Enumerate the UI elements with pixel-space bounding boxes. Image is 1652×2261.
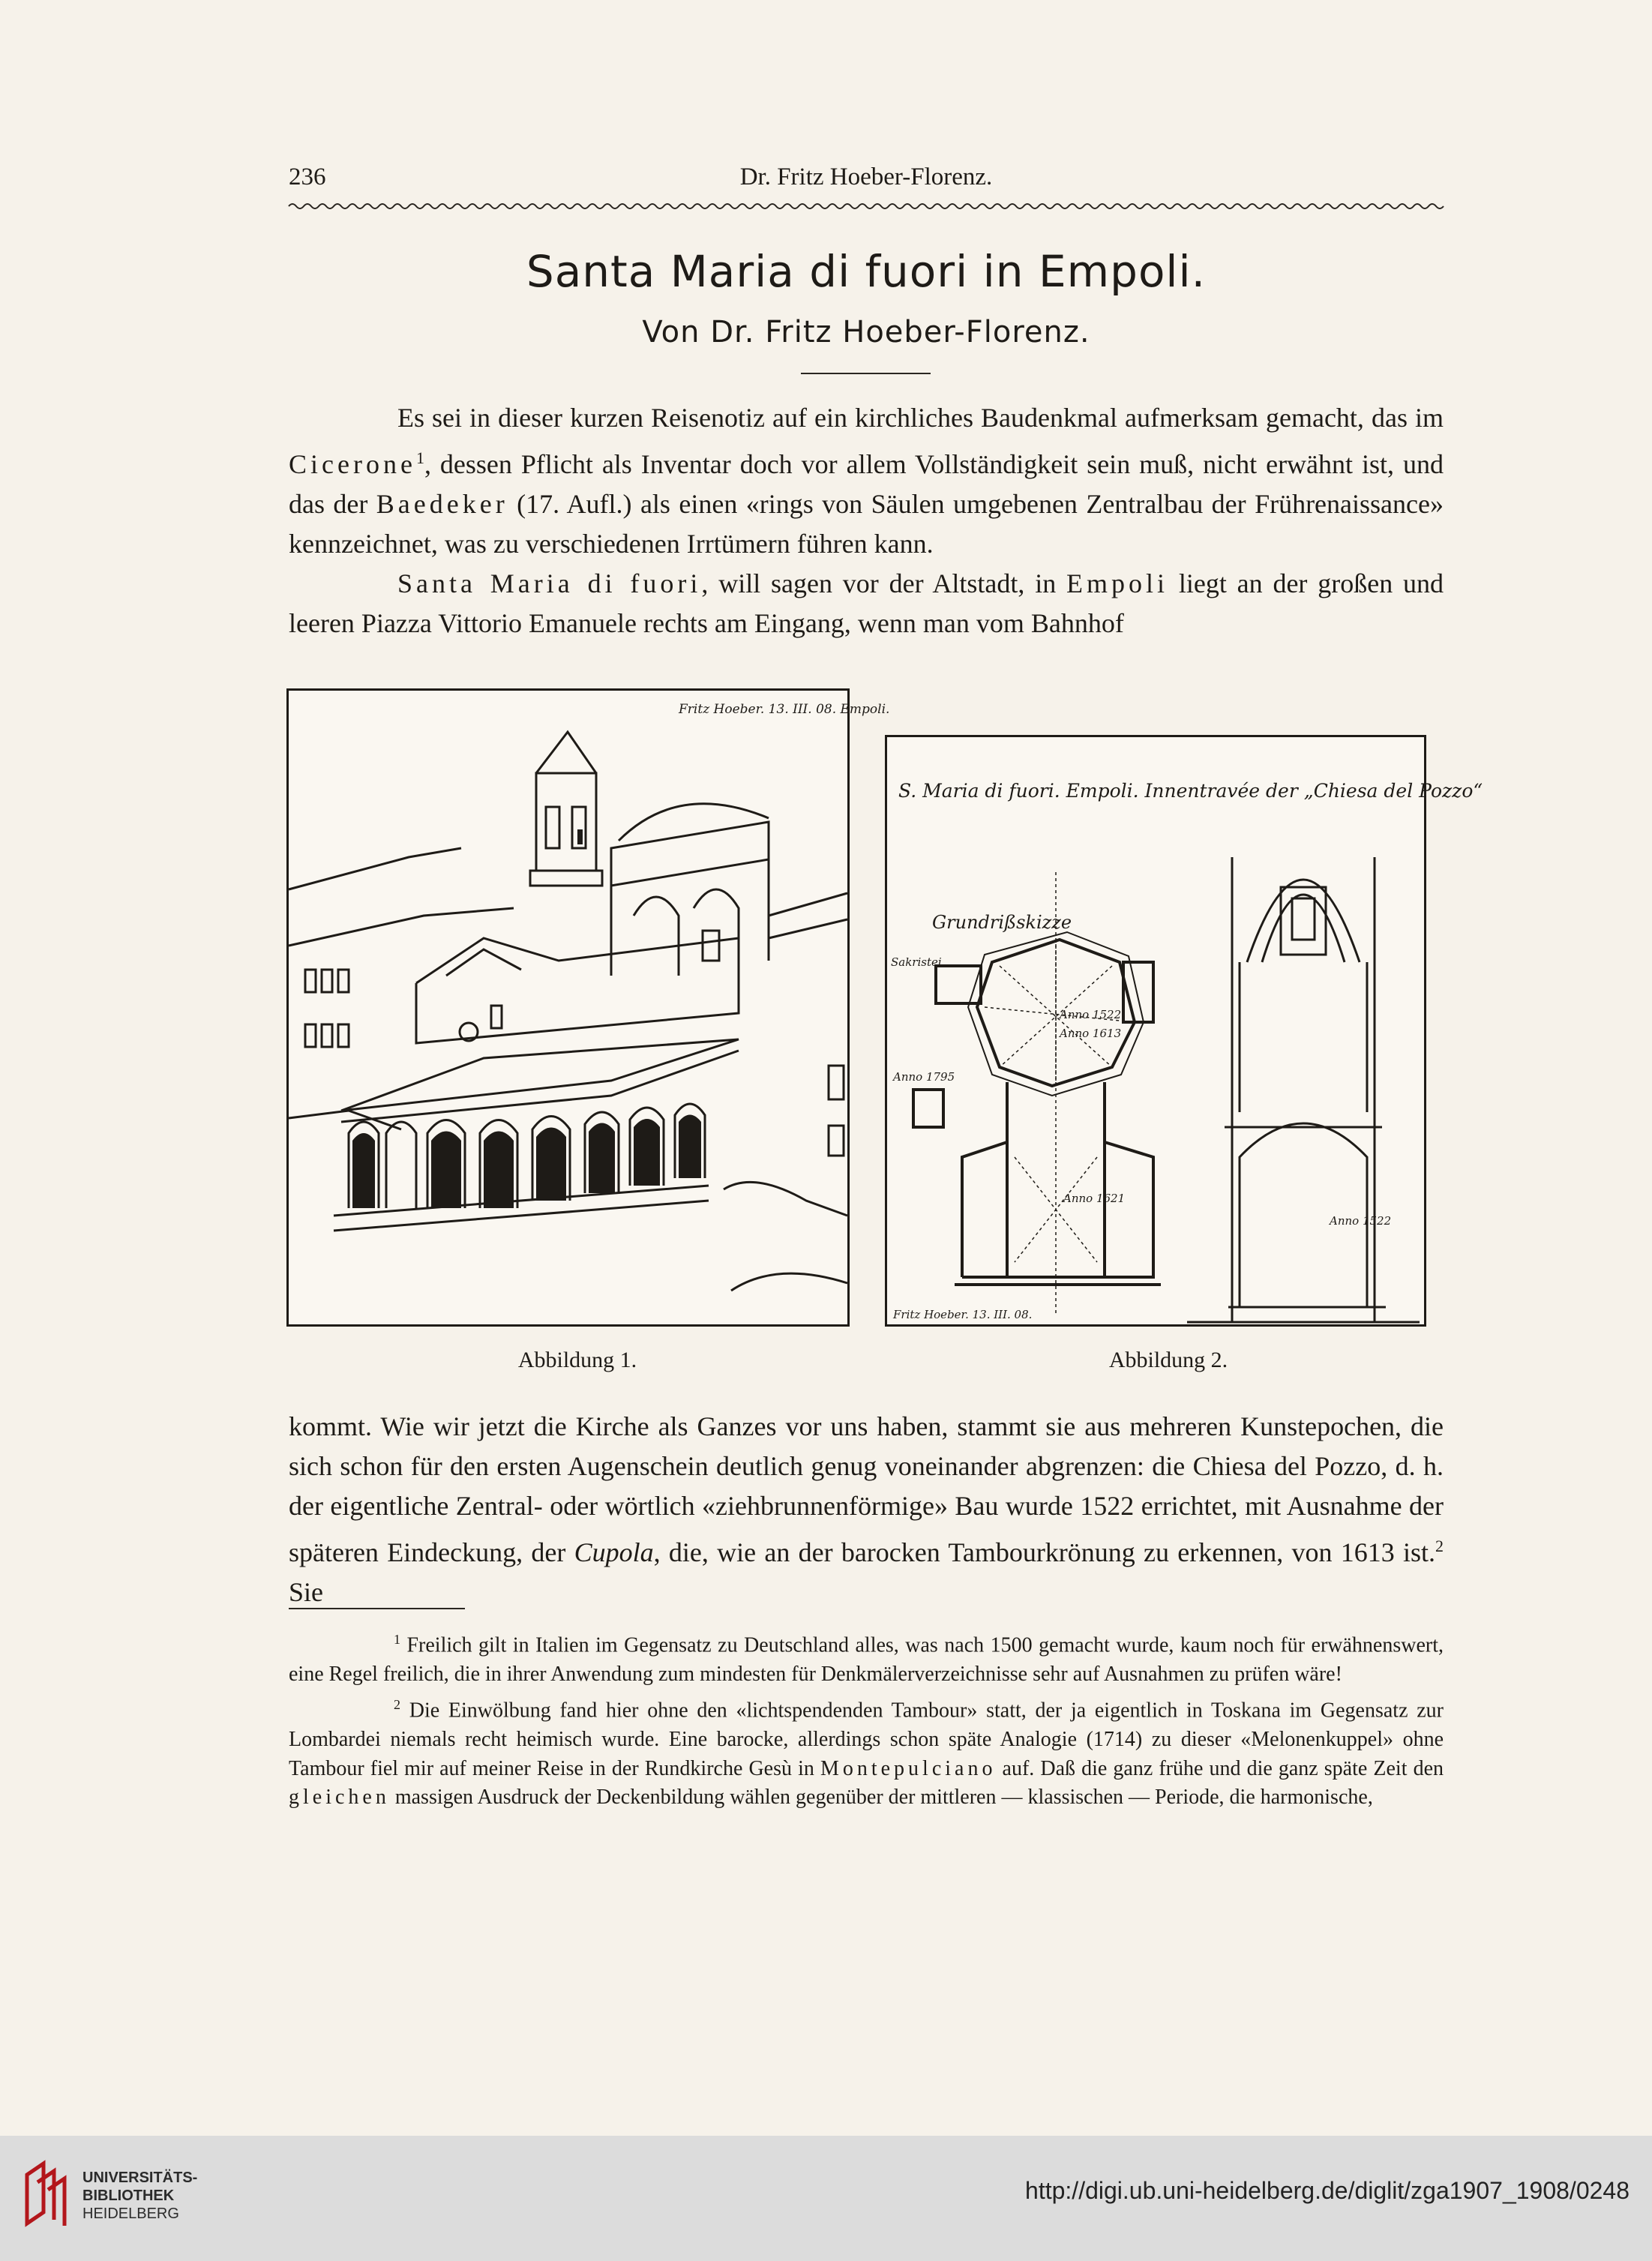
montepulciano-term: Montepulciano [820,1756,997,1780]
church-name: Santa Maria di fuori [397,568,702,598]
baedeker-term: Baedeker [376,489,508,519]
plan-drawing [887,737,1483,1324]
cicerone-term: Cicerone [289,449,416,479]
church-drawing [289,691,890,1324]
footnote-rule [289,1608,465,1609]
title-rule [801,373,931,374]
paragraph-3: kommt. Wie wir jetzt die Kirche als Ganzes vor uns haben, stammt sie aus mehreren Kunstepochen, die sich schon für den ersten Augenschein deutlich genug voneinander abgrenzen: die Chiesa del Pozzo, d. h. der eigentliche Zentral- oder wörtlich «ziehbrunnenförmige» Bau wurde 1522 errichtet, mit Ausnahme der späteren Eindeckung, der Cupola, die, wie an der barocken Tambourkrönung zu erkennen, von 1613 ist.$^2$ Sie [289,1411,1444,1607]
figure-2-caption: Abbildung 2. [1108,1348,1228,1372]
body-text-top [289,398,1444,643]
wavy-header-rule [289,201,1444,211]
plan-signature: Fritz Hoeber. 13. III. 08. [893,1308,1033,1321]
label-anno-1522: Anno 1522 [1060,1008,1122,1021]
label-anno-1795: Anno 1795 [893,1070,955,1084]
plan-sheet-heading: S. Maria di fuori. Empoli. Innentravée der „Chiesa del Pozzo“ [898,780,1483,802]
cupola-term: Cupola [574,1537,654,1567]
page-number: 236 [289,163,326,190]
paragraph-1: Es sei in dieser kurzen Reisenotiz auf ein kirchliches Baudenkmal aufmerksam gemacht, das im Cicerone$^1$, dessen Pflicht als Inventar doch vor allem Vollständigkeit sein muß, nicht erwähnt ist, und das der Baedeker (17. Aufl.) als einen «rings von Säulen umgebenen Zentralbau der Frührenaissance» kennzeichnet, was zu verschiedenen Irrtümern führen kann. [289,403,1444,559]
footnote-1: $^1$ Freilich gilt in Italien im Gegensatz zu Deutschland alles, was nach 1500 gemacht wurde, kaum noch für erwähnenswert, eine Regel freilich, die in ihrer Anwendung zum mindesten für Denkmälerverzeichnisse sehr auf Ausnahmen zu prüfen wäre! [289,1632,1444,1686]
footnote-ref-2[interactable]: 2 [1435,1537,1444,1555]
figure-1-church-sketch [286,688,890,1327]
source-url-link[interactable]: http://digi.ub.uni-heidelberg.de/diglit/zga1907_1908/0248 [1025,2177,1630,2204]
footnote-2: $^2$ Die Einwölbung fand hier ohne den «lichtspendenden Tambour» statt, der ja eigentlich in Toskana im Gegensatz zur Lombardei niemals recht heimisch wurde. Eine barocke, allerdings schon späte Analogie (1714) zu dieser «Melonenkuppel» ohne Tambour fiel mir auf meiner Reise in der Rundkirche Gesù in Montepulciano auf. Daß die ganz frühe und die ganz späte Zeit den gleichen massigen Ausdruck der Deckenbildung wählen gegenüber der mittleren — klassischen — Periode, die harmonische, [289,1697,1444,1810]
gleichen-term: gleichen [289,1786,390,1810]
figure-2-plan-sketch [885,735,1483,1327]
library-logo-icon [21,2160,73,2227]
sketch-inscription: Fritz Hoeber. 13. III. 08. Empoli. [679,702,890,717]
paragraph-2: Santa Maria di fuori, will sagen vor der Altstadt, in Empoli liegt an der großen und leeren Piazza Vittorio Emanuele rechts am Eingang, wenn man vom Bahnhof [289,568,1444,638]
footnotes [289,1625,1444,1814]
label-anno-1621: Anno 1621 [1063,1192,1126,1205]
article-title: Santa Maria di fuori in Empoli. [526,246,1207,297]
label-anno-1613: Anno 1613 [1060,1027,1122,1040]
body-text-bottom [289,1407,1444,1612]
empoli-term: Empoli [1066,568,1169,598]
library-logo-text: UNIVERSITÄTS- BIBLIOTHEK HEIDELBERG [82,2170,198,2222]
figure-1-caption: Abbildung 1. [517,1348,637,1372]
article-byline: Von Dr. Fritz Hoeber-Florenz. [642,315,1090,349]
running-head-title: Dr. Fritz Hoeber-Florenz. [739,163,993,190]
plan-label: Grundrißskizze [932,912,1072,933]
footnote-ref-1[interactable]: 1 [415,448,424,467]
label-anno-1522-elev: Anno 1522 [1330,1214,1392,1228]
label-sakristei: Sakristei [891,955,942,969]
